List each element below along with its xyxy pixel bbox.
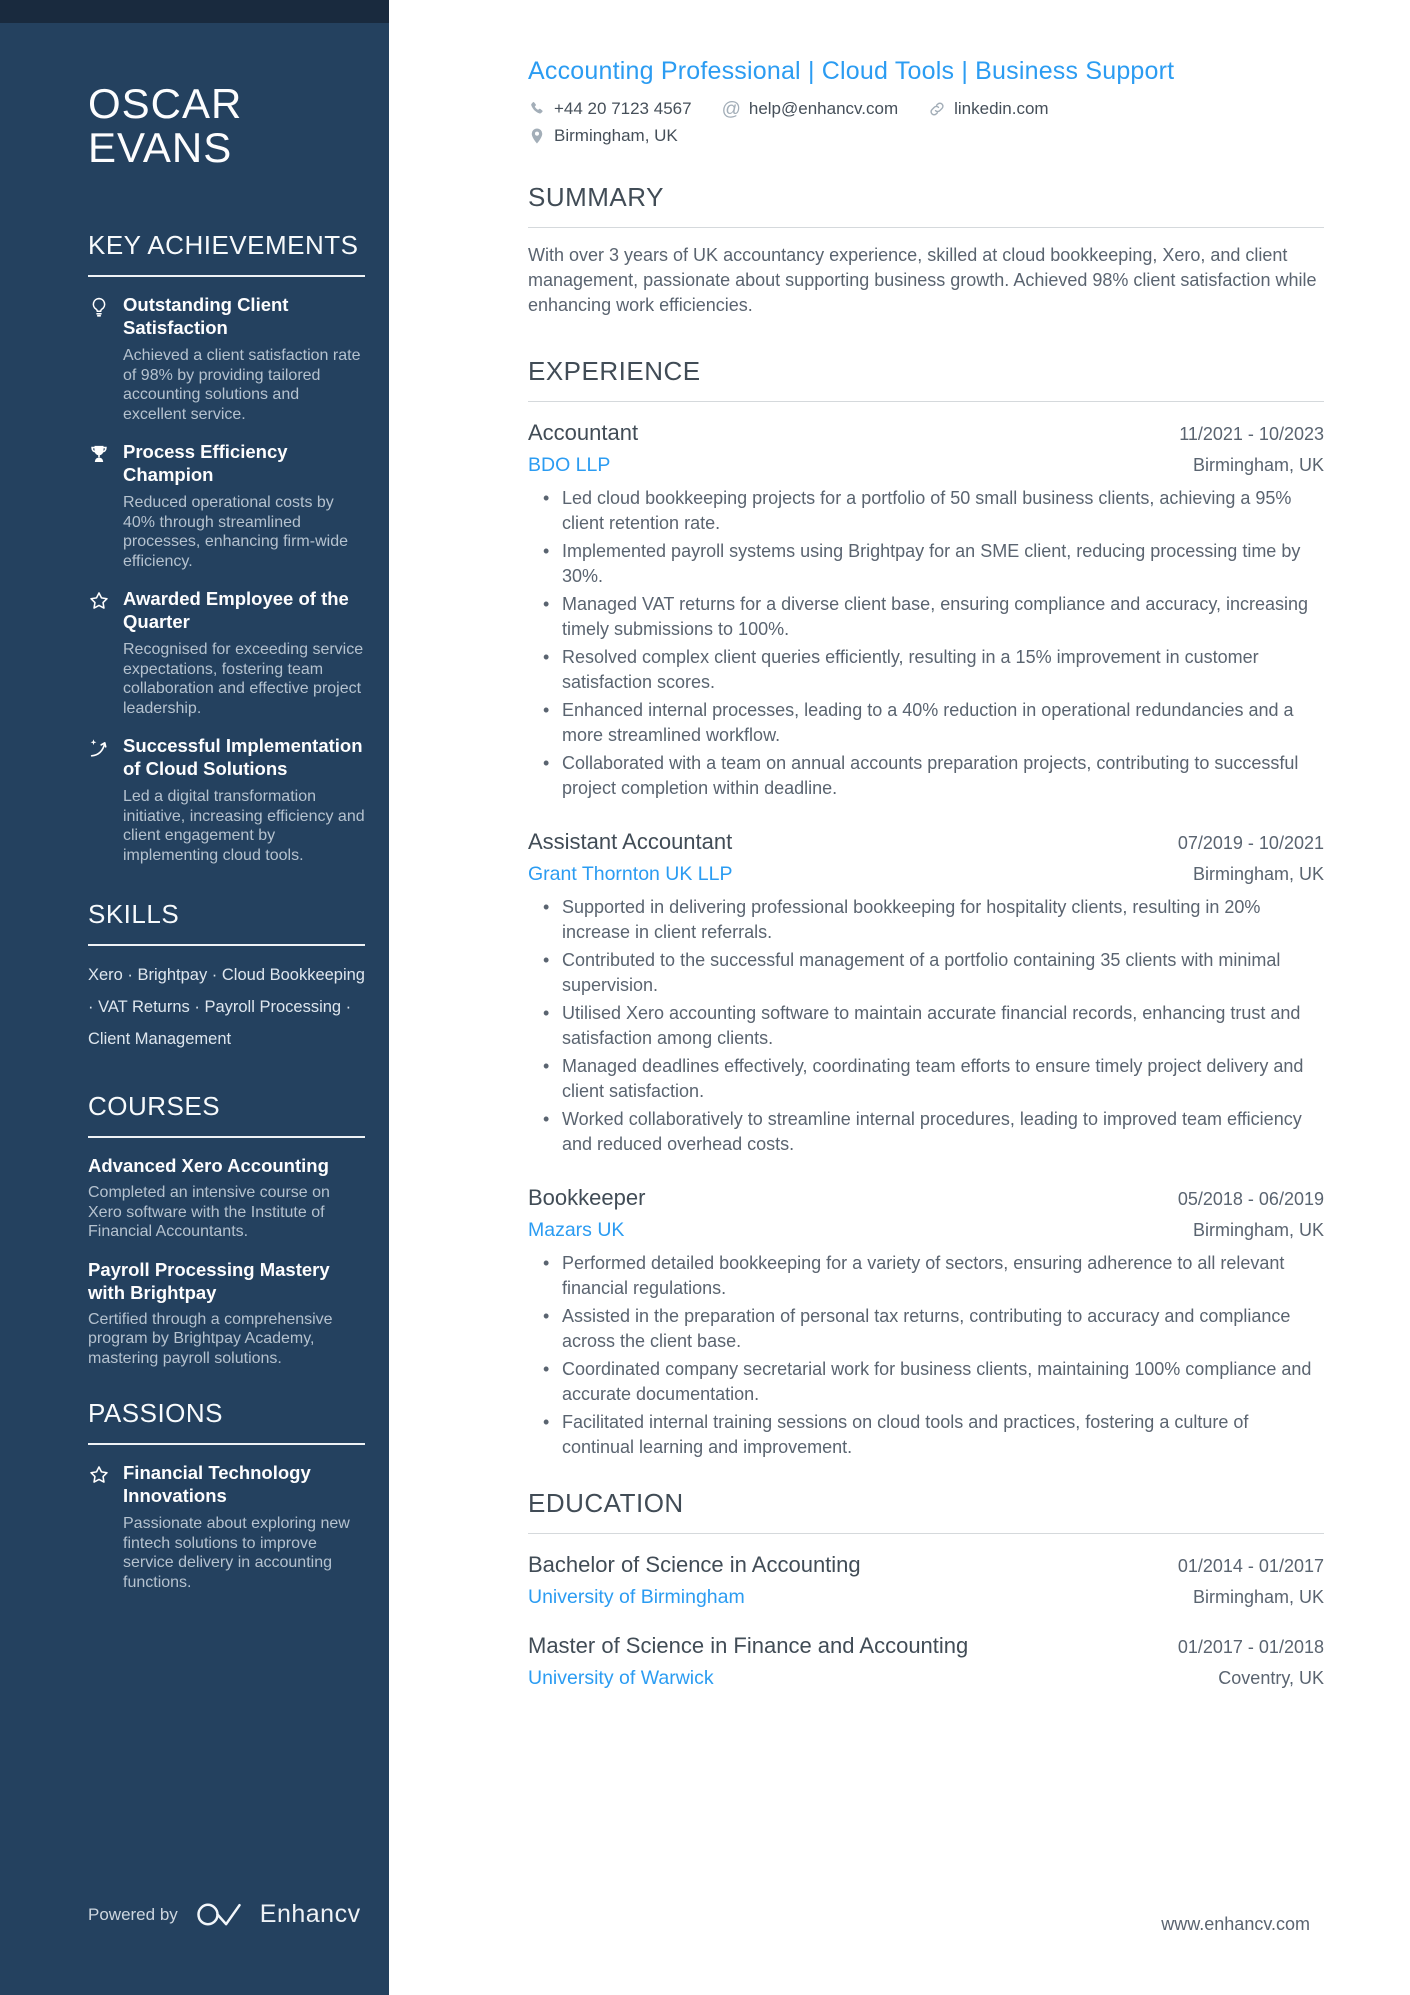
bullet-point: • Managed VAT returns for a diverse client base, ensuring compliance and accuracy, increasing timely submissions to 100%. — [528, 592, 1324, 642]
bullet-point: • Worked collaboratively to streamline internal procedures, leading to improved team efficiency and reduced overhead costs. — [528, 1107, 1324, 1157]
enhancv-brand-name: Enhancv — [259, 1900, 361, 1928]
bullet-point: • Collaborated with a team on annual accounts preparation projects, contributing to successful project completion within deadline. — [528, 751, 1324, 801]
email-address: help@enhancv.com — [748, 99, 899, 118]
achievement-item — [88, 293, 365, 424]
passion-item — [88, 1461, 365, 1592]
star-icon — [88, 1464, 110, 1486]
candidate-name: OSCAR EVANS — [88, 80, 243, 172]
education-entry — [528, 1633, 1324, 1690]
phone-number: +44 20 7123 4567 — [554, 99, 692, 118]
rising-arrow-icon — [88, 737, 110, 759]
summary-heading: SUMMARY — [528, 182, 1324, 228]
course-description: Certified through a comprehensive program by Brightpay Academy, mastering payroll solutions. — [88, 1310, 333, 1367]
location-contact — [528, 126, 678, 146]
powered-by-label: Powered by — [88, 1904, 178, 1924]
phone-icon — [528, 100, 546, 118]
job-dates: 11/2021 - 10/2023 — [1179, 424, 1324, 444]
bullet-point: • Contributed to the successful management of a portfolio containing 35 clients with minimal supervision. — [528, 948, 1324, 998]
contact-row — [528, 99, 1324, 119]
skills-heading: SKILLS — [88, 899, 365, 946]
passions-section — [88, 1398, 365, 1592]
phone-contact[interactable] — [528, 99, 692, 119]
passion-description: Passionate about exploring new fintech solutions to improve service delivery in accounting functions. — [123, 1515, 350, 1591]
bullet-point: • Assisted in the preparation of personal tax returns, contributing to accuracy and compliance across the client base. — [528, 1304, 1324, 1354]
education-dates: 01/2017 - 01/2018 — [1177, 1637, 1324, 1657]
achievement-description: Reduced operational costs by 40% through streamlined processes, enhancing firm-wide efficiency. — [123, 494, 348, 570]
course-item — [88, 1154, 365, 1242]
achievement-title: Awarded Employee of the Quarter — [123, 588, 349, 633]
education-dates: 01/2014 - 01/2017 — [1177, 1556, 1324, 1576]
trophy-icon — [88, 443, 110, 465]
job-title: Accountant — [528, 420, 639, 445]
achievement-description: Recognised for exceeding service expectations, fostering team collaboration and effective project leadership. — [123, 641, 364, 717]
experience-section — [528, 356, 1324, 1460]
passions-heading: PASSIONS — [88, 1398, 365, 1445]
achievement-item — [88, 440, 365, 571]
bullet-point: • Implemented payroll systems using Brightpay for an SME client, reducing processing time by 30%. — [528, 539, 1324, 589]
key-achievements-section — [88, 230, 365, 865]
experience-entry — [528, 1185, 1324, 1460]
lightbulb-icon — [88, 296, 110, 318]
achievement-description: Achieved a client satisfaction rate of 98% by providing tailored accounting solutions and excellent service. — [123, 347, 361, 423]
education-heading: EDUCATION — [528, 1488, 1324, 1534]
experience-heading: EXPERIENCE — [528, 356, 1324, 402]
at-icon: @ — [721, 98, 741, 120]
experience-entry — [528, 420, 1324, 801]
skills-section — [88, 899, 365, 1055]
achievement-description: Led a digital transformation initiative, increasing efficiency and client engagement by implementing cloud tools. — [123, 788, 365, 864]
passion-title: Financial Technology Innovations — [123, 1462, 311, 1507]
achievement-item — [88, 587, 365, 718]
course-title: Payroll Processing Mastery with Brightpay — [88, 1258, 330, 1303]
school-name: University of Birmingham — [528, 1586, 745, 1608]
company-name: BDO LLP — [528, 454, 611, 476]
contact-row — [528, 126, 1324, 146]
course-description: Completed an intensive course on Xero software with the Institute of Financial Accountants. — [88, 1184, 330, 1241]
achievement-item — [88, 734, 365, 865]
bullet-point: • Coordinated company secretarial work for business clients, maintaining 100% compliance and accurate documentation. — [528, 1357, 1324, 1407]
key-achievements-heading: KEY ACHIEVEMENTS — [88, 230, 365, 277]
job-dates: 07/2019 - 10/2021 — [1177, 833, 1324, 853]
link-contact[interactable] — [928, 99, 1049, 119]
job-bullets — [528, 1251, 1324, 1460]
top-accent-bar — [0, 0, 389, 23]
summary-section — [528, 182, 1324, 318]
summary-text: With over 3 years of UK accountancy experience, skilled at cloud bookkeeping, Xero, and client management, passionate about supporting business growth. Achieved 98% client satisfaction while enhancing work efficiencies. — [528, 245, 1317, 315]
sidebar — [0, 0, 389, 1995]
bullet-point: • Utilised Xero accounting software to maintain accurate financial records, enhancing trust and satisfaction among clients. — [528, 1001, 1324, 1051]
location-text: Birmingham, UK — [554, 126, 678, 145]
courses-heading: COURSES — [88, 1091, 365, 1138]
job-bullets — [528, 895, 1324, 1157]
courses-section — [88, 1091, 365, 1368]
bullet-point: • Performed detailed bookkeeping for a variety of sectors, ensuring adherence to all relevant financial regulations. — [528, 1251, 1324, 1301]
bullet-point: • Resolved complex client queries efficiently, resulting in a 15% improvement in customer satisfaction scores. — [528, 645, 1324, 695]
skills-list: Xero · Brightpay · Cloud Bookkeeping · VAT Returns · Payroll Processing · Client Management — [88, 966, 365, 1049]
job-location: Birmingham, UK — [1192, 455, 1324, 475]
degree-title: Master of Science in Finance and Accounting — [528, 1633, 969, 1658]
job-dates: 05/2018 - 06/2019 — [1177, 1189, 1324, 1209]
achievement-title: Successful Implementation of Cloud Solutions — [123, 735, 363, 780]
job-title: Assistant Accountant — [528, 829, 733, 854]
email-contact[interactable] — [722, 99, 899, 119]
achievement-title: Outstanding Client Satisfaction — [123, 294, 289, 339]
location-pin-icon — [528, 127, 546, 145]
education-entry — [528, 1552, 1324, 1609]
job-location: Birmingham, UK — [1192, 1220, 1324, 1240]
education-location: Coventry, UK — [1218, 1668, 1324, 1688]
link-icon — [928, 100, 946, 118]
experience-entry — [528, 829, 1324, 1157]
main-content — [528, 0, 1324, 1714]
bullet-point: • Supported in delivering professional bookkeeping for hospitality clients, resulting in 20% increase in client referrals. — [528, 895, 1324, 945]
job-bullets — [528, 486, 1324, 801]
school-name: University of Warwick — [528, 1667, 714, 1689]
job-location: Birmingham, UK — [1192, 864, 1324, 884]
bullet-point: • Facilitated internal training sessions on cloud tools and practices, fostering a culture of continual learning and improvement. — [528, 1410, 1324, 1460]
powered-by-enhancv[interactable] — [88, 1900, 361, 1929]
bullet-point: • Managed deadlines effectively, coordinating team efforts to ensure timely project delivery and client satisfaction. — [528, 1054, 1324, 1104]
linkedin-link: linkedin.com — [954, 99, 1049, 118]
course-title: Advanced Xero Accounting — [88, 1155, 329, 1177]
enhancv-logo-icon — [196, 1901, 242, 1928]
star-icon — [88, 590, 110, 612]
company-name: Mazars UK — [528, 1219, 625, 1241]
education-section — [528, 1488, 1324, 1690]
job-title: Bookkeeper — [528, 1185, 646, 1210]
education-location: Birmingham, UK — [1192, 1587, 1324, 1607]
degree-title: Bachelor of Science in Accounting — [528, 1552, 861, 1577]
bullet-point: • Led cloud bookkeeping projects for a portfolio of 50 small business clients, achieving a 95% client retention rate. — [528, 486, 1324, 536]
company-name: Grant Thornton UK LLP — [528, 863, 733, 885]
course-item — [88, 1258, 365, 1369]
bullet-point: • Enhanced internal processes, leading to a 40% reduction in operational redundancies and a more streamlined workflow. — [528, 698, 1324, 748]
resume-headline: Accounting Professional | Cloud Tools | Business Support — [528, 57, 1175, 85]
enhancv-website-link[interactable]: www.enhancv.com — [1161, 1914, 1310, 1934]
achievement-title: Process Efficiency Champion — [123, 441, 288, 486]
